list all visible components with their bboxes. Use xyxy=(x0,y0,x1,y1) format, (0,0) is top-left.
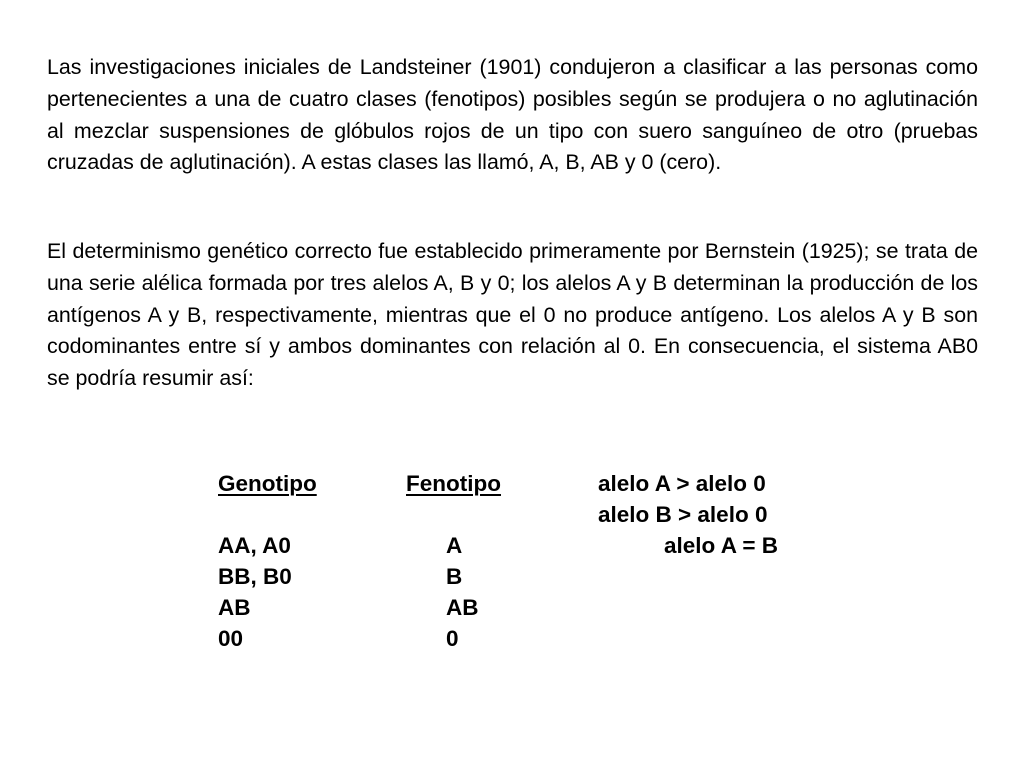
allele-relations xyxy=(598,468,778,561)
relation-b-over-0: alelo B > alelo 0 xyxy=(598,502,768,527)
genotype-header: Genotipo xyxy=(218,471,317,496)
genotype-cell: 00 xyxy=(218,626,244,651)
phenotype-header: Fenotipo xyxy=(406,471,501,496)
relation-a-equals-b: alelo A = B xyxy=(664,533,778,558)
genotype-cell: AB xyxy=(218,595,251,620)
phenotype-cell: A xyxy=(446,533,463,558)
paragraph-landsteiner: Las investigaciones iniciales de Landsteiner (1901) condujeron a clasificar a las personas como pertenecientes a una de cuatro clases (fenotipos) posibles según se produjera o no aglutinación al mezclar suspensiones de glóbulos rojos de un tipo con suero sanguíneo de otro (pruebas cruzadas de aglutinación). A estas clases las llamó, A, B, AB y 0 (cero). xyxy=(47,55,978,175)
genotype-column xyxy=(218,468,317,654)
relation-a-over-0: alelo A > alelo 0 xyxy=(598,471,766,496)
genotype-cell: BB, B0 xyxy=(218,564,292,589)
phenotype-column xyxy=(406,468,501,654)
paragraph-bernstein: El determinismo genético correcto fue establecido primeramente por Bernstein (1925); se trata de una serie alélica formada por tres alelos A, B y 0; los alelos A y B determinan la producción de los antígenos A y B, respectivamente, mientras que el 0 no produce antígeno. Los alelos A y B son codominantes entre sí y ambos dominantes con relación al 0. En consecuencia, el sistema AB0 se podría resumir así: xyxy=(47,239,978,391)
phenotype-cell: 0 xyxy=(446,626,459,651)
genotype-cell: AA, A0 xyxy=(218,533,291,558)
phenotype-cell: B xyxy=(446,564,463,589)
phenotype-cell: AB xyxy=(446,595,479,620)
